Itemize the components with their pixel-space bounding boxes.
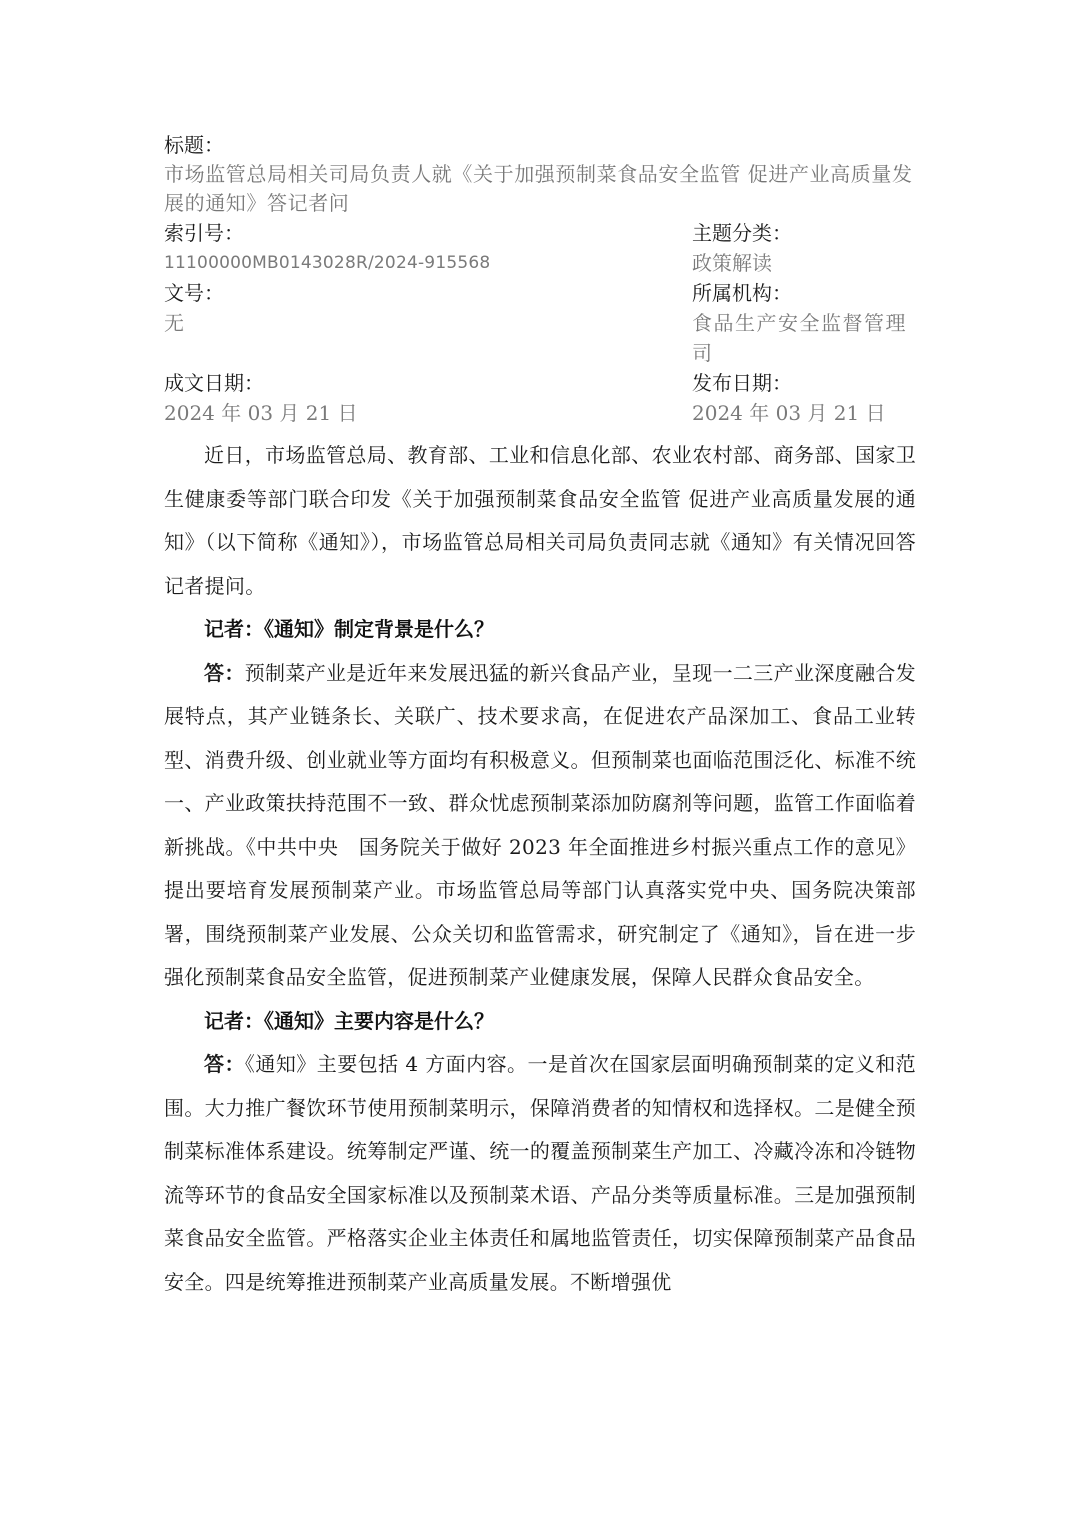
- document-number-value: 无: [164, 311, 184, 335]
- title-label: 标题：: [164, 133, 224, 157]
- article-body: [164, 434, 916, 1304]
- document-number-label: 文号：: [164, 281, 224, 305]
- index-number-block: [164, 218, 692, 278]
- published-date-block: [692, 368, 916, 428]
- created-date-block: [164, 368, 692, 428]
- answer-2-text: 《通知》主要包括 4 方面内容。一是首次在国家层面明确预制菜的定义和范围。大力推广餐饮环节使用预制菜明示，保障消费者的知情权和选择权。二是健全预制菜标准体系建设。统筹制定严谨、统一的覆盖预制菜生产加工、冷藏冷冻和冷链物流等环节的食品安全国家标准以及预制菜术语、产品分类等质量标准。三是加强预制菜食品安全监管。严格落实企业主体责任和属地监管责任，切实保障预制菜产品食品安全。四是统筹推进预制菜产业高质量发展。不断增强优: [164, 1052, 916, 1294]
- topic-category-block: [692, 218, 916, 278]
- created-date-label: 成文日期：: [164, 371, 264, 395]
- organization-block: [692, 278, 916, 368]
- metadata-grid: [164, 218, 916, 428]
- question-1: 记者：《通知》制定背景是什么？: [204, 617, 494, 641]
- topic-category-value: 政策解读: [692, 251, 772, 275]
- document-title: 市场监管总局相关司局负责人就《关于加强预制菜食品安全监管 促进产业高质量发展的通知》答记者问: [164, 162, 913, 215]
- answer-1-lead: 答：: [204, 660, 245, 685]
- answer-1: [164, 652, 916, 1000]
- organization-label: 所属机构：: [692, 281, 792, 305]
- index-number-label: 索引号：: [164, 221, 244, 245]
- published-date-value: 2024 年 03 月 21 日: [692, 401, 886, 425]
- intro-paragraph: 近日，市场监管总局、教育部、工业和信息化部、农业农村部、商务部、国家卫生健康委等部门联合印发《关于加强预制菜食品安全监管 促进产业高质量发展的通知》（以下简称《通知》），市场监管总局相关司局负责同志就《通知》有关情况回答记者提问。: [164, 443, 916, 598]
- created-date-value: 2024 年 03 月 21 日: [164, 401, 358, 425]
- answer-1-text: 预制菜产业是近年来发展迅猛的新兴食品产业，呈现一二三产业深度融合发展特点，其产业链条长、关联广、技术要求高，在促进农产品深加工、食品工业转型、消费升级、创业就业等方面均有积极意义。但预制菜也面临范围泛化、标准不统一、产业政策扶持范围不一致、群众忧虑预制菜添加防腐剂等问题，监管工作面临着新挑战。《中共中央 国务院关于做好 2023 年全面推进乡村振兴重点工作的意见》提出要培育发展预制菜产业。市场监管总局等部门认真落实党中央、国务院决策部署，围绕预制菜产业发展、公众关切和监管需求，研究制定了《通知》，旨在进一步强化预制菜食品安全监管，促进预制菜产业健康发展，保障人民群众食品安全。: [164, 660, 916, 989]
- topic-category-label: 主题分类：: [692, 221, 792, 245]
- document-number-block: [164, 278, 692, 368]
- answer-2: [164, 1043, 916, 1304]
- document-content: [164, 130, 916, 1304]
- index-number-value: 11100000MB0143028R/2024-915568: [164, 253, 491, 273]
- organization-value: 食品生产安全监督管理司: [692, 311, 907, 365]
- answer-2-lead: 答：: [204, 1052, 245, 1076]
- question-2: 记者：《通知》主要内容是什么？: [204, 1008, 494, 1033]
- published-date-label: 发布日期：: [692, 371, 792, 395]
